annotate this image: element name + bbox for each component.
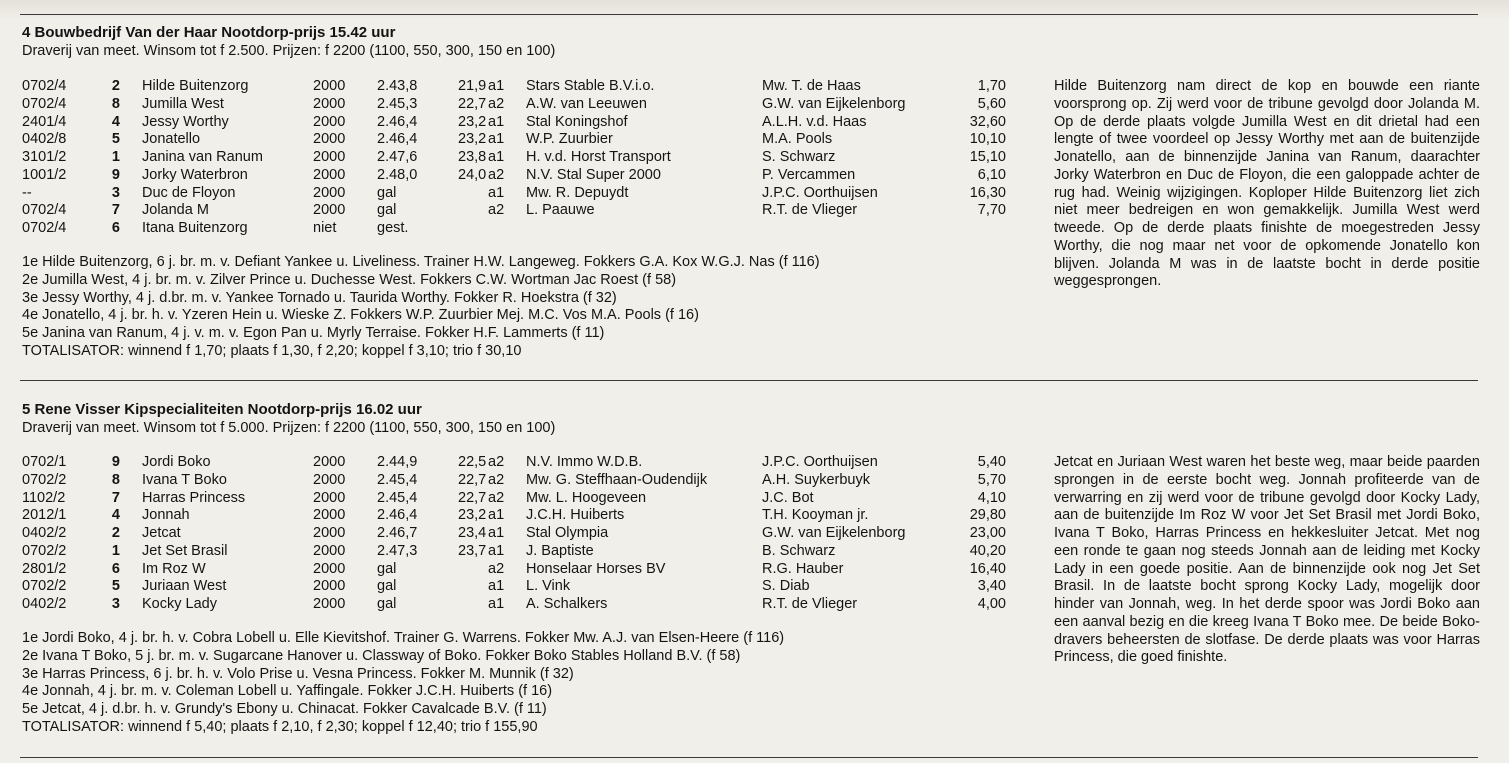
cell-owner: Mw. L. Hoogeveen (526, 489, 647, 506)
cell-dist: 2000 (313, 166, 346, 183)
cell-horse: Jordi Boko (142, 454, 211, 470)
cell-start: a2 (488, 489, 505, 506)
cell-horse: Itana Buitenzorg (142, 220, 248, 236)
cell-date: 0702/2 (22, 542, 67, 559)
cell-time: 2.46,7 (377, 525, 418, 541)
cell-trainer: R.T. de Vlieger (762, 202, 858, 219)
cell-nr: 2 (111, 525, 120, 541)
result-line: 2e Ivana T Boko, 5 j. br. m. v. Sugarcane Hanover u. Classway of Boko. Fokker Boko Stables Holland B.V. (f 58) (22, 647, 741, 664)
cell-start: a2 (488, 166, 505, 183)
cell-time: 2.46,4 (377, 507, 418, 524)
cell-horse: Jumilla West (142, 95, 224, 112)
cell-start: a1 (488, 149, 505, 165)
cell-time: gal (377, 596, 397, 612)
cell-km: 22,7 (458, 95, 487, 112)
cell-trainer: R.T. de Vlieger (762, 596, 858, 612)
cell-horse: Juriaan West (142, 578, 227, 595)
result-line: 1e Jordi Boko, 4 j. br. h. v. Cobra Lobell u. Elle Kievitshof. Trainer G. Warrens. Fokker Mw. A.J. van Elsen-Heere (f 116) (22, 630, 785, 646)
race-title: 5 Rene Visser Kipspecialiteiten Nootdorp-prijs 16.02 uur (22, 401, 422, 418)
cell-owner: W.P. Zuurbier (526, 131, 613, 148)
cell-odds: 3,40 (977, 578, 1006, 595)
cell-date: 2401/4 (22, 113, 67, 130)
cell-start: a1 (488, 184, 505, 201)
cell-odds: 10,10 (969, 131, 1006, 148)
cell-trainer: S. Schwarz (762, 149, 836, 165)
cell-date: 0702/4 (22, 78, 67, 94)
cell-horse: Duc de Floyon (142, 184, 236, 201)
race-conditions: Draverij van meet. Winsom tot f 5.000. Prijzen: f 2200 (1100, 550, 300, 150 en 100) (22, 420, 556, 436)
cell-nr: 3 (111, 184, 120, 201)
cell-dist: 2000 (313, 202, 346, 219)
cell-time: gal (377, 560, 397, 577)
cell-date: 2012/1 (22, 507, 67, 524)
cell-odds: 23,00 (969, 525, 1006, 541)
cell-nr: 4 (111, 113, 120, 130)
cell-km: 21,9 (458, 78, 487, 94)
cell-owner: N.V. Stal Super 2000 (526, 166, 661, 183)
cell-nr: 3 (111, 596, 120, 612)
cell-odds: 5,60 (977, 95, 1006, 112)
cell-odds: 15,10 (969, 149, 1006, 165)
cell-date: 1102/2 (22, 489, 66, 506)
cell-km: 23,8 (458, 149, 487, 165)
cell-date: 0402/2 (22, 596, 67, 612)
cell-odds: 16,30 (969, 184, 1006, 201)
cell-owner: A.W. van Leeuwen (526, 95, 647, 112)
cell-trainer: P. Vercammen (762, 166, 856, 183)
cell-time: 2.46,4 (377, 131, 418, 148)
cell-dist: niet (313, 220, 337, 236)
cell-trainer: Mw. T. de Haas (762, 78, 861, 94)
cell-time: 2.47,6 (377, 149, 418, 165)
cell-nr: 4 (111, 507, 120, 524)
cell-nr: 1 (111, 542, 120, 559)
cell-time: 2.48,0 (377, 166, 418, 183)
cell-dist: 2000 (313, 578, 346, 595)
cell-date: 0402/8 (22, 131, 67, 148)
cell-trainer: G.W. van Eijkelenborg (762, 95, 906, 112)
cell-start: a1 (488, 596, 505, 612)
cell-start: a1 (488, 507, 505, 524)
cell-odds: 5,70 (977, 471, 1006, 488)
section-divider (20, 757, 1478, 758)
cell-dist: 2000 (313, 78, 346, 94)
cell-owner: Mw. R. Depuydt (526, 184, 629, 201)
race-results (22, 630, 784, 737)
cell-start: a2 (488, 454, 505, 470)
cell-owner: J.C.H. Huiberts (526, 507, 625, 524)
cell-nr: 7 (111, 202, 120, 219)
cell-date: 2801/2 (22, 560, 67, 577)
cell-km: 22,5 (458, 454, 487, 470)
cell-date: 0702/2 (22, 471, 67, 488)
page-top-edge (0, 0, 1509, 20)
cell-odds: 7,70 (977, 202, 1006, 219)
cell-nr: 2 (111, 78, 120, 94)
cell-start: a1 (488, 542, 505, 559)
cell-nr: 5 (111, 578, 120, 595)
cell-owner: H. v.d. Horst Transport (526, 149, 671, 165)
cell-time: gest. (377, 220, 409, 236)
cell-trainer: A.H. Suykerbuyk (762, 471, 870, 488)
cell-start: a1 (488, 78, 505, 94)
cell-km: 22,7 (458, 471, 487, 488)
cell-start: a1 (488, 131, 505, 148)
cell-start: a1 (488, 525, 505, 541)
cell-time: gal (377, 578, 397, 595)
cell-date: 1001/2 (22, 166, 67, 183)
race-commentary: Hilde Buitenzorg nam direct de kop en bouwde een riante voorsprong op. Zij werd voor de tribune gevolgd door Jolanda M. Op de derde plaats volgde Jumilla West en dit drietal had een lengte of twee voordeel op Jessy Worthy met aan de buitenzijde Jonatello, aan de binnenzijde Janina van Ranum, daarachter Jorky Waterbron en Duc de Floyon, die een galoppade achter de rug had. Weinig wijzigingen. Koploper Hilde Buitenzorg liet zich niet meer bedreigen en won gemakkelijk. Jumilla West werd tweede. Op de derde plaats finishte de moegestreden Jessy Worthy, die nog maar net voor de opkomende Jonatello kon blijven. Jolanda M was in de laatste bocht in derde positie weggesprongen. (1054, 78, 1480, 290)
cell-start: a2 (488, 202, 505, 219)
cell-owner: J. Baptiste (526, 542, 594, 559)
cell-owner: L. Paauwe (526, 202, 595, 219)
cell-horse: Kocky Lady (142, 596, 217, 612)
cell-owner: A. Schalkers (526, 596, 608, 612)
section-divider (20, 14, 1478, 15)
cell-trainer: J.C. Bot (762, 489, 814, 506)
cell-time: 2.44,9 (377, 454, 418, 470)
cell-dist: 2000 (313, 596, 346, 612)
cell-date: 0702/2 (22, 578, 67, 595)
cell-nr: 9 (111, 454, 120, 470)
cell-start: a2 (488, 560, 505, 577)
cell-horse: Hilde Buitenzorg (142, 78, 249, 94)
cell-horse: Jetcat (142, 525, 181, 541)
cell-odds: 1,70 (977, 78, 1006, 94)
result-line: 2e Jumilla West, 4 j. br. m. v. Zilver Prince u. Duchesse West. Fokkers C.W. Wortman Jac Roest (f 58) (22, 271, 677, 288)
cell-time: gal (377, 202, 397, 219)
cell-time: gal (377, 184, 397, 201)
section-divider (20, 380, 1478, 381)
race-conditions: Draverij van meet. Winsom tot f 2.500. Prijzen: f 2200 (1100, 550, 300, 150 en 100) (22, 43, 556, 59)
cell-odds: 32,60 (969, 113, 1006, 130)
cell-date: 3101/2 (22, 149, 67, 165)
cell-owner: Honselaar Horses BV (526, 560, 666, 577)
cell-date: 0702/4 (22, 95, 67, 112)
cell-start: a2 (488, 95, 505, 112)
cell-odds: 4,10 (977, 489, 1006, 506)
cell-time: 2.45,3 (377, 95, 418, 112)
cell-trainer: R.G. Hauber (762, 560, 844, 577)
cell-dist: 2000 (313, 454, 346, 470)
cell-odds: 6,10 (977, 166, 1006, 183)
race-commentary: Jetcat en Juriaan West waren het beste weg, maar beide paarden sprongen in de eerste bocht weg. Jonnah profiteerde van de verwarring en zij werd voor de tribune gevolgd door Kocky Lady, aan de buitenzijde Im Roz W voor Jet Set Brasil met Jordi Boko, Ivana T Boko, Harras Princess en hekkesluiter Jetcat. Met nog een ronde te gaan nog steeds Jonnah aan de leiding met Kocky Lady in een goede positie. Aan de binnenzijde ook nog Jet Set Brasil. In de laatste bocht sprong Kocky Lady, mogelijk door hinder van Jonnah, weg. In het derde spoor was Jordi Boko aan een aanval bezig en die kreeg Ivana T Boko mee. De beide Boko-dravers beheersten de slotfase. De derde plaats was voor Harras Princess, die goed finishte. (1054, 454, 1480, 666)
race-results (22, 254, 820, 361)
cell-dist: 2000 (313, 149, 346, 165)
cell-odds: 5,40 (977, 454, 1006, 470)
cell-start: a1 (488, 578, 505, 595)
cell-km: 23,2 (458, 113, 487, 130)
cell-km: 24,0 (458, 166, 487, 183)
cell-odds: 16,40 (969, 560, 1006, 577)
cell-horse: Jonnah (142, 507, 190, 524)
cell-owner: Stal Koningshof (526, 113, 628, 130)
result-line: 5e Jetcat, 4 j. d.br. h. v. Grundy's Ebony u. Chinacat. Fokker Cavalcade B.V. (f 11) (22, 701, 547, 717)
cell-dist: 2000 (313, 113, 346, 130)
cell-trainer: J.P.C. Oorthuijsen (762, 184, 878, 201)
cell-dist: 2000 (313, 542, 346, 559)
cell-date: 0702/1 (22, 454, 67, 470)
cell-trainer: T.H. Kooyman jr. (762, 507, 869, 524)
cell-horse: Ivana T Boko (142, 471, 227, 488)
cell-date: 0702/4 (22, 220, 67, 236)
cell-trainer: J.P.C. Oorthuijsen (762, 454, 878, 470)
cell-nr: 5 (111, 131, 120, 148)
cell-time: 2.45,4 (377, 489, 418, 506)
cell-time: 2.45,4 (377, 471, 418, 488)
cell-odds: 40,20 (969, 542, 1006, 559)
cell-dist: 2000 (313, 184, 346, 201)
cell-owner: Stars Stable B.V.i.o. (526, 78, 655, 94)
result-line: 4e Jonatello, 4 j. br. h. v. Yzeren Hein u. Wieske Z. Fokkers W.P. Zuurbier Mej. M.C. Vos M.A. Pools (f 16) (22, 307, 699, 324)
result-line: 1e Hilde Buitenzorg, 6 j. br. m. v. Defiant Yankee u. Liveliness. Trainer H.W. Langeweg. Fokkers G.A. Kox W.G.J. Nas (f 116) (22, 254, 820, 270)
cell-horse: Harras Princess (142, 489, 246, 506)
cell-nr: 9 (111, 166, 120, 183)
result-line: 4e Jonnah, 4 j. br. m. v. Coleman Lobell u. Yaffingale. Fokker J.C.H. Huiberts (f 16) (22, 683, 553, 700)
cell-owner: L. Vink (526, 578, 571, 595)
cell-start: a2 (488, 471, 505, 488)
cell-nr: 8 (111, 471, 120, 488)
cell-km: 23,2 (458, 131, 487, 148)
result-line: 5e Janina van Ranum, 4 j. v. m. v. Egon Pan u. Myrly Terraise. Fokker H.F. Lammerts (f 11) (22, 325, 605, 341)
cell-time: 2.46,4 (377, 113, 418, 130)
cell-trainer: B. Schwarz (762, 542, 836, 559)
result-line: TOTALISATOR: winnend f 1,70; plaats f 1,30, f 2,20; koppel f 3,10; trio f 30,10 (22, 342, 522, 359)
cell-dist: 2000 (313, 507, 346, 524)
cell-date: -- (22, 184, 32, 201)
cell-owner: Mw. G. Steffhaan-Oudendijk (526, 471, 708, 488)
cell-dist: 2000 (313, 489, 346, 506)
cell-km: 23,4 (458, 525, 487, 541)
cell-date: 0702/4 (22, 202, 67, 219)
cell-dist: 2000 (313, 471, 346, 488)
cell-km: 23,7 (458, 542, 487, 559)
cell-nr: 8 (111, 95, 120, 112)
result-line: 3e Jessy Worthy, 4 j. d.br. m. v. Yankee Tornado u. Taurida Worthy. Fokker R. Hoekstra (f 32) (22, 289, 617, 306)
cell-horse: Jessy Worthy (142, 113, 229, 130)
cell-start: a1 (488, 113, 505, 130)
cell-horse: Jorky Waterbron (142, 166, 248, 183)
cell-km: 23,2 (458, 507, 487, 524)
cell-dist: 2000 (313, 560, 346, 577)
cell-date: 0402/2 (22, 525, 67, 541)
cell-horse: Janina van Ranum (142, 149, 263, 165)
cell-owner: N.V. Immo W.D.B. (526, 454, 643, 470)
cell-odds: 29,80 (969, 507, 1006, 524)
cell-trainer: M.A. Pools (762, 131, 833, 148)
cell-time: 2.43,8 (377, 78, 418, 94)
cell-dist: 2000 (313, 525, 346, 541)
cell-trainer: G.W. van Eijkelenborg (762, 525, 906, 541)
cell-horse: Im Roz W (142, 560, 206, 577)
cell-nr: 7 (111, 489, 120, 506)
cell-horse: Jonatello (142, 131, 201, 148)
cell-nr: 6 (111, 560, 120, 577)
cell-owner: Stal Olympia (526, 525, 609, 541)
cell-dist: 2000 (313, 95, 346, 112)
result-line: TOTALISATOR: winnend f 5,40; plaats f 2,10, f 2,30; koppel f 12,40; trio f 155,90 (22, 718, 538, 735)
cell-km: 22,7 (458, 489, 487, 506)
race-title: 4 Bouwbedrijf Van der Haar Nootdorp-prijs 15.42 uur (22, 24, 396, 41)
result-line: 3e Harras Princess, 6 j. br. h. v. Volo Prise u. Vesna Princess. Fokker M. Munnik (f 32) (22, 665, 574, 682)
cell-horse: Jolanda M (142, 202, 209, 219)
cell-trainer: A.L.H. v.d. Haas (762, 113, 867, 130)
cell-nr: 1 (111, 149, 120, 165)
cell-odds: 4,00 (977, 596, 1006, 612)
cell-time: 2.47,3 (377, 542, 418, 559)
cell-trainer: S. Diab (762, 578, 810, 595)
cell-dist: 2000 (313, 131, 346, 148)
cell-horse: Jet Set Brasil (142, 542, 228, 559)
cell-nr: 6 (111, 220, 120, 236)
